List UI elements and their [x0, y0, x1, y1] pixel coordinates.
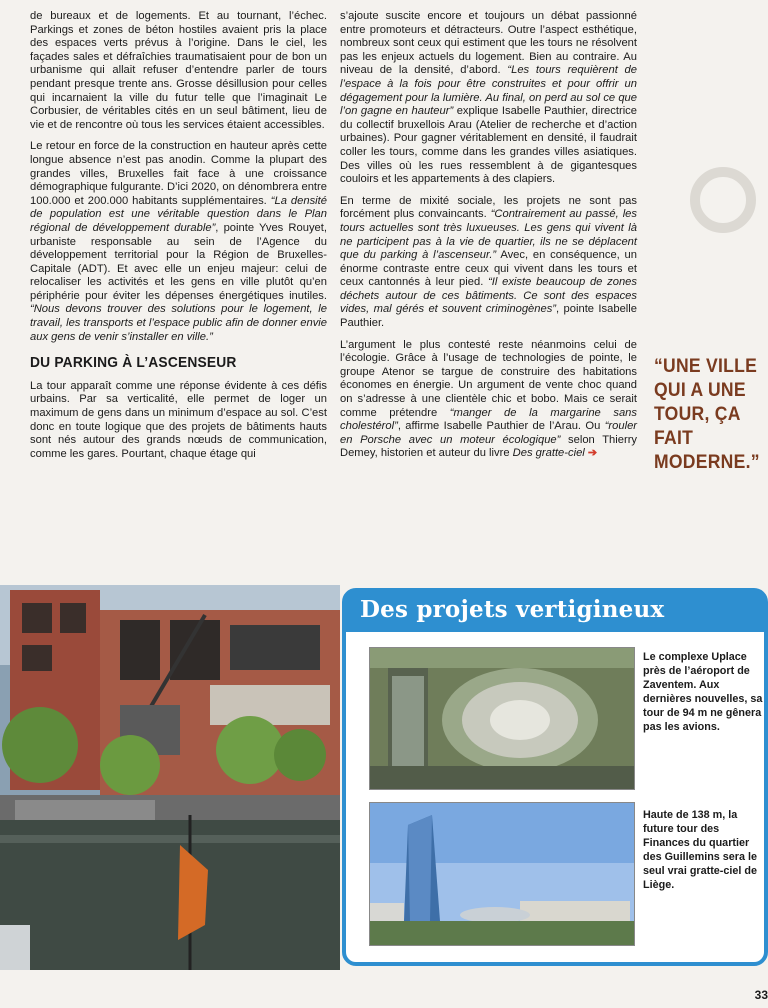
- sidebar-box-header: [346, 590, 766, 632]
- uplace-aerial-image: [369, 647, 635, 790]
- paragraph: de bureaux et de logements. Et au tournant, l’échec. Parkings et zones de béton hostiles avaient pris la place des espaces verts prévus à l’origine. Dans le ciel, les façades sales et défraîchies traumatisaient pour de bon un urbanisme qui allait refuser d’entendre parler de tours pendant presque trente ans. Grosse désillusion pour celles qui incarnaient la ville du futur telle que l’imaginait Le Corbusier, de véritables cités en un seul bâtiment, lieu de vie et de rencontre où tous les services étaient accessibles.: [30, 10, 327, 131]
- quote-inline: “rouler en Porsche avec un moteur écologique”: [340, 420, 638, 446]
- pull-quote-line: QUI A UNE: [654, 379, 746, 401]
- quote-inline: “Les tours requièrent de l’espace à la fois pour être construites et pour offrir un dégagement pour la lumière. Au final, on perd au sol ce que l’on gagne en hauteur”: [340, 64, 638, 118]
- quote-inline: “Il existe beaucoup de zones déchets autour de ces bâtiments. Ce sont des espaces vides, mal gérés et souvent criminogènes”: [340, 276, 637, 316]
- pull-quote: [654, 354, 762, 474]
- uplace-aerial-illustration: [370, 648, 634, 789]
- faded-background-letters: [683, 165, 763, 248]
- canal-photo-illustration: [0, 585, 340, 970]
- caption-liege: Haute de 138 m, la future tour des Finances du quartier des Guillemins sera le seul vrai gratte-ciel de Liège.: [643, 809, 758, 891]
- paragraph: L’argument le plus contesté reste néanmoins celui de l’écologie. Grâce à l’usage de technologies de pointe, le groupe Atenor se targue de construire des habitations économes en énergie. Un argument de vente choc quand on s’adresse à une clientèle chic et bobo. Mais ce serait comme prétendre “manger de la margarine sans cholestérol”, affirme Isabelle Pauthier de l’Arau. Ou “rouler en Porsche avec un moteur écologique” selon Thierry Demey, historien et auteur du livre Des gratte-ciel ➔: [340, 338, 638, 460]
- liege-tower-illustration: [370, 803, 634, 945]
- liege-tower-image: [369, 802, 635, 946]
- continue-arrow-icon: ➔: [587, 447, 598, 460]
- quote-inline: “La densité de population est une véritable question dans le Plan régional de développement durable”: [30, 194, 327, 234]
- caption-uplace: Le complexe Uplace près de l’aéroport de Zaventem. Aux dernières nouvelles, sa tour de 94 m ne gênera pas les avions.: [643, 651, 763, 733]
- quote-inline: “Contrairement au passé, les tours actuelles sont très luxueuses. Les gens qui vivent là ne participent pas à la vie de quartier, ils ne se déplacent que du parking à l’ascenseur.”: [340, 208, 637, 262]
- pull-quote-line: TOUR, ÇA FAIT: [654, 403, 741, 449]
- quote-inline: “Nous devons trouver des solutions pour le logement, le travail, les transports et l’espace public afin de donner envie aux gens de venir s’installer en ville.”: [30, 303, 327, 343]
- pull-quote-line: MODERNE.”: [654, 451, 760, 473]
- pull-quote-line: “UNE VILLE: [654, 355, 758, 377]
- canal-photo: [0, 585, 340, 970]
- paragraph: En terme de mixité sociale, les projets ne sont pas forcément plus convaincants. “Contrairement au passé, les tours actuelles sont très luxueuses. Les gens qui vivent là ne participent pas à la vie de quartier, ils ne se déplacent que du parking à l’ascenseur.” Avec, en conséquence, un énorme contraste entre ceux qui vivent dans les tours et ceux cantonnés à leur pied. “Il existe beaucoup de zones déchets autour de ces bâtiments. Ce sont des espaces vides, mal gérés et souvent criminogènes”, pointe Isabelle Pauthier.: [340, 194, 637, 330]
- section-heading: DU PARKING À L’ASCENSEUR: [30, 354, 237, 372]
- paragraph: Le retour en force de la construction en hauteur après cette longue absence n’est pas anodin. Comme la plupart des grandes villes, Bruxelles fait face à une croissance démographique fulgurante. D’ici 2020, on dénombrera entre 100.000 et 200.000 habitants supplémentaires. “La densité de population est une véritable question dans le Plan régional de développement durable”, pointe Yves Rouyet, urbaniste responsable au sein de l’Agence du développement territorial pour la Région de Bruxelles-Capitale (ADT). Et avec elle un enjeu majeur: celui de relocaliser les activités et les gens en ville plutôt qu’en périphérie pour éviter les dépenses énergétiques inutiles. “Nous devons trouver des solutions pour le logement, le travail, les transports et l’espace public afin de donner envie aux gens de venir s’installer en ville.”: [30, 140, 327, 343]
- quote-inline: “manger de la margarine sans cholestérol”: [340, 406, 637, 433]
- page-number: 33: [754, 988, 768, 1002]
- article-column-left: [30, 10, 327, 469]
- sidebar-box-title: Des projets vertigineux: [360, 596, 665, 623]
- paragraph: La tour apparaît comme une réponse évidente à ces défis urbains. Par sa verticalité, elle permet de loger un maximum de gens dans un minimum d’espace au sol. C’est donc en toute logique que des projets de bâtiments hauts sont nés autour des grands nœuds de communication, comme les gares. Pourtant, chaque étage qui: [30, 379, 327, 460]
- article-column-right: [340, 10, 637, 469]
- book-title: Des gratte-ciel: [512, 447, 585, 460]
- faded-letter-shape: [683, 165, 763, 235]
- paragraph: s’ajoute suscite encore et toujours un débat passionné entre promoteurs et détracteurs. Outre l’aspect esthétique, nombreux sont ceux qui estiment que les tours ne résolvent pas les enjeux actuels du logement. Bien au contraire. Au niveau de la densité, d’abord. “Les tours requièrent de l’espace à la fois pour être construites et pour offrir un dégagement pour la lumière. Au final, on perd au sol ce que l’on gagne en hauteur” explique Isabelle Pauthier, directrice du collectif bruxellois Arau (Atelier de recherche et d’action urbaines). Pour gagner véritablement en densité, il faudrait coller les tours, comme dans les grandes villes asiatiques. Des villes où les rues ressemblent à de gigantesques couloirs et les appartements à des clapiers.: [340, 10, 638, 186]
